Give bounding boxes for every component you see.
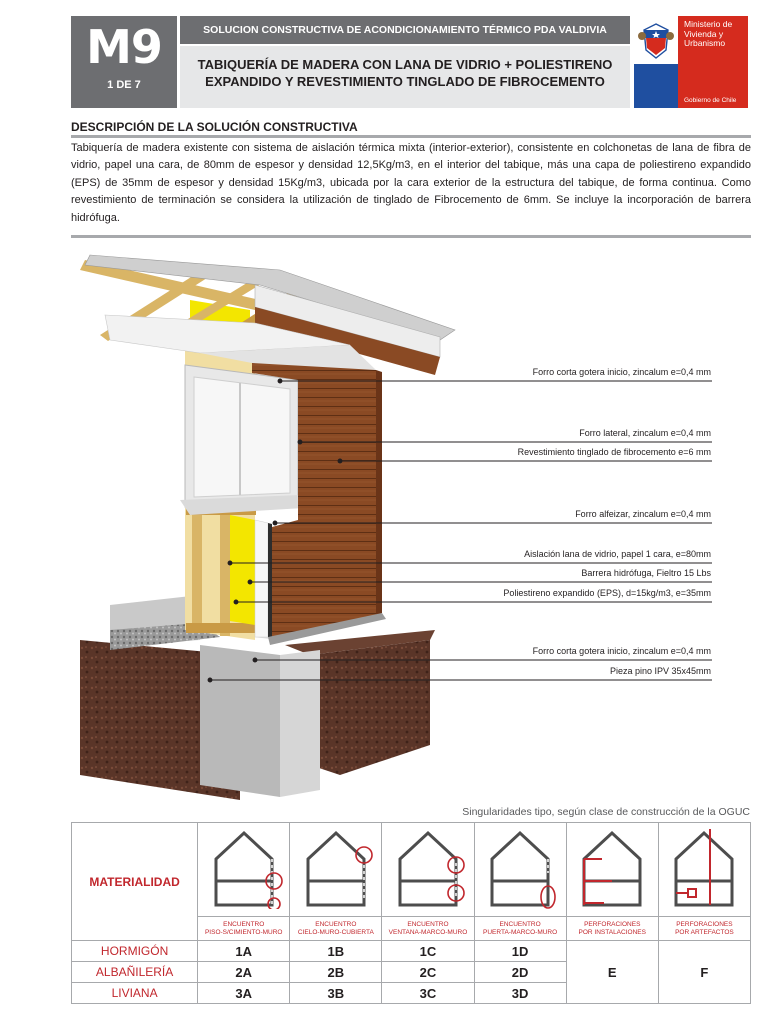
page-indicator: 1 DE 7 xyxy=(107,79,141,91)
siding-side xyxy=(376,370,382,615)
house-artifacts-icon xyxy=(658,823,750,917)
code-3c: 3C xyxy=(382,983,474,1004)
eps-layer xyxy=(255,520,268,637)
code-1b: 1B xyxy=(290,941,382,962)
divider-bottom xyxy=(71,235,751,238)
caption-window: ENCUENTRO VENTANA-MARCO-MURO xyxy=(382,917,474,941)
callout-siding: Revestimiento tinglado de fibrocemento e=6 mm xyxy=(517,447,711,457)
code-2b: 2B xyxy=(290,962,382,983)
callout-eps: Poliestireno expandido (EPS), d=15kg/m3, e=35mm xyxy=(503,588,711,598)
row-label-liviana: LIVIANA xyxy=(72,983,198,1004)
house-roof-icon xyxy=(290,823,382,917)
title-line-2: EXPANDIDO Y REVESTIMIENTO TINGLADO DE FIBROCEMENTO xyxy=(205,74,605,89)
solution-code-box xyxy=(71,16,177,108)
solution-code: M9 xyxy=(86,20,162,74)
code-3b: 3B xyxy=(290,983,382,1004)
logo-shield-area xyxy=(634,16,678,108)
code-1a: 1A xyxy=(198,941,290,962)
materialidad-header: MATERIALIDAD xyxy=(72,823,198,941)
callout-lateral-flashing: Forro lateral, zincalum e=0,4 mm xyxy=(579,428,711,438)
code-f: F xyxy=(658,941,750,1004)
program-bar: SOLUCION CONSTRUCTIVA DE ACONDICIONAMIENTO TÉRMICO PDA VALDIVIA xyxy=(180,16,630,44)
house-installations-icon xyxy=(566,823,658,917)
description-title: DESCRIPCIÓN DE LA SOLUCIÓN CONSTRUCTIVA xyxy=(71,120,358,134)
soil-right xyxy=(310,640,430,775)
title-box xyxy=(180,46,630,108)
house-door-icon xyxy=(474,823,566,917)
divider-top xyxy=(71,135,751,138)
callout-sill-flashing: Forro alfeizar, zincalum e=0,4 mm xyxy=(575,509,711,519)
house-floor-icon xyxy=(198,823,290,917)
code-2c: 2C xyxy=(382,962,474,983)
row-label-hormigon: HORMIGÓN xyxy=(72,941,198,962)
callout-glass-wool: Aislación lana de vidrio, papel 1 cara, e=80mm xyxy=(524,549,711,559)
description-text: Tabiquería de madera existente con sistema de aislación térmica mixta (interior-exterior), consistente en colchonetas de lana de fibra de vidrio, papel una cara, de 80mm de espesor y densidad 12,5Kg/m3, en el interior del tabique, más una capa de poliestireno expandido (EPS) de 35mm de espesor y densidad 15Kg/m3, ubicada por la cara exterior de la estructura del tabique, de forma continua. Como revestimiento de terminación se considera la utilización de tinglado de Fibrocemento de 6mm. Se incluye la incorporación de barrera hidrófuga. xyxy=(71,142,751,224)
stud-2 xyxy=(220,511,230,636)
caption-floor: ENCUENTRO PISO-S/CIMIENTO-MURO xyxy=(198,917,290,941)
caption-artifacts: PERFORACIONES POR ARTEFACTOS xyxy=(658,917,750,941)
code-2a: 2A xyxy=(198,962,290,983)
foundation-front xyxy=(200,645,280,797)
coat-of-arms-icon xyxy=(634,16,678,64)
code-3a: 3A xyxy=(198,983,290,1004)
ministry-text-3: Urbanismo xyxy=(684,38,726,48)
title-line-1: TABIQUERÍA DE MADERA CON LANA DE VIDRIO + POLIESTIRENO xyxy=(197,57,613,72)
glass-wool-insulation xyxy=(230,515,255,625)
ministry-text-1: Ministerio de xyxy=(684,19,733,29)
caption-installations: PERFORACIONES POR INSTALACIONES xyxy=(566,917,658,941)
ministry-logo xyxy=(634,16,748,108)
water-barrier xyxy=(268,523,272,637)
singularities-table xyxy=(71,822,751,1004)
row-label-albanileria: ALBAÑILERÍA xyxy=(72,962,198,983)
code-2d: 2D xyxy=(474,962,566,983)
gobierno-text: Gobierno de Chile xyxy=(684,97,737,104)
code-1c: 1C xyxy=(382,941,474,962)
caption-door: ENCUENTRO PUERTA-MARCO-MURO xyxy=(474,917,566,941)
window-glass xyxy=(194,377,290,497)
code-1d: 1D xyxy=(474,941,566,962)
code-3d: 3D xyxy=(474,983,566,1004)
caption-roof: ENCUENTRO CIELO-MURO-CUBIERTA xyxy=(290,917,382,941)
code-e: E xyxy=(566,941,658,1004)
singularities-title: Singularidades tipo, según clase de construcción de la OGUC xyxy=(462,806,750,818)
callout-water-barrier: Barrera hidrófuga, Fieltro 15 Lbs xyxy=(581,568,711,578)
wall-section-illustration xyxy=(80,245,500,800)
house-window-icon xyxy=(382,823,474,917)
bottom-plate xyxy=(186,623,256,633)
logo-red-block xyxy=(678,16,748,108)
logo-blue-block xyxy=(634,64,678,108)
ministry-text-2: Vivienda y xyxy=(684,28,724,39)
callout-drip-flashing-bottom: Forro corta gotera inicio, zincalum e=0,4 mm xyxy=(532,646,711,656)
foundation-side xyxy=(280,650,320,797)
stud-1 xyxy=(192,507,202,632)
callout-drip-flashing-top: Forro corta gotera inicio, zincalum e=0,4 mm xyxy=(532,367,711,377)
callout-pine-piece: Pieza pino IPV 35x45mm xyxy=(609,666,711,676)
